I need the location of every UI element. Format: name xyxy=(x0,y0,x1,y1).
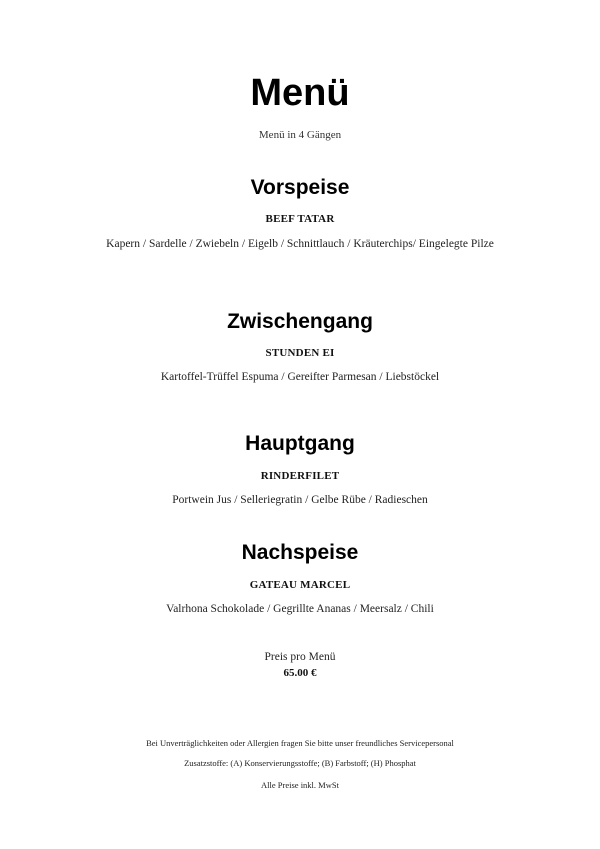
dish-description-hauptgang: Portwein Jus / Selleriegratin / Gelbe Rübe / Radieschen xyxy=(172,494,428,506)
dish-name-zwischengang: STUNDEN EI xyxy=(265,347,335,359)
additives-note: Zusatzstoffe: (A) Konservierungsstoffe; (B) Farbstoff; (H) Phosphat xyxy=(184,758,416,768)
course-heading-vorspeise: Vorspeise xyxy=(250,176,350,199)
price-label: Preis pro Menü xyxy=(264,651,336,663)
page-subtitle: Menü in 4 Gängen xyxy=(258,129,342,141)
dish-name-hauptgang: RINDERFILET xyxy=(260,470,340,482)
price-value: 65.00 € xyxy=(283,667,317,679)
tax-note: Alle Preise inkl. MwSt xyxy=(261,780,339,790)
dish-description-zwischengang: Kartoffel-Trüffel Espuma / Gereifter Parmesan / Liebstöckel xyxy=(160,371,440,383)
dish-description-vorspeise: Kapern / Sardelle / Zwiebeln / Eigelb / Schnittlauch / Kräuterchips/ Eingelegte Pilze xyxy=(106,238,494,250)
course-heading-zwischengang: Zwischengang xyxy=(227,310,373,333)
course-heading-nachspeise: Nachspeise xyxy=(241,541,359,564)
dish-name-vorspeise: BEEF TATAR xyxy=(265,213,335,225)
course-heading-hauptgang: Hauptgang xyxy=(245,432,355,455)
page-title: Menü xyxy=(250,72,350,114)
allergy-note: Bei Unverträglichkeiten oder Allergien fragen Sie bitte unser freundliches Servicepersonal xyxy=(146,738,454,748)
dish-name-nachspeise: GATEAU MARCEL xyxy=(249,579,351,591)
dish-description-nachspeise: Valrhona Schokolade / Gegrillte Ananas / Meersalz / Chili xyxy=(166,603,434,615)
